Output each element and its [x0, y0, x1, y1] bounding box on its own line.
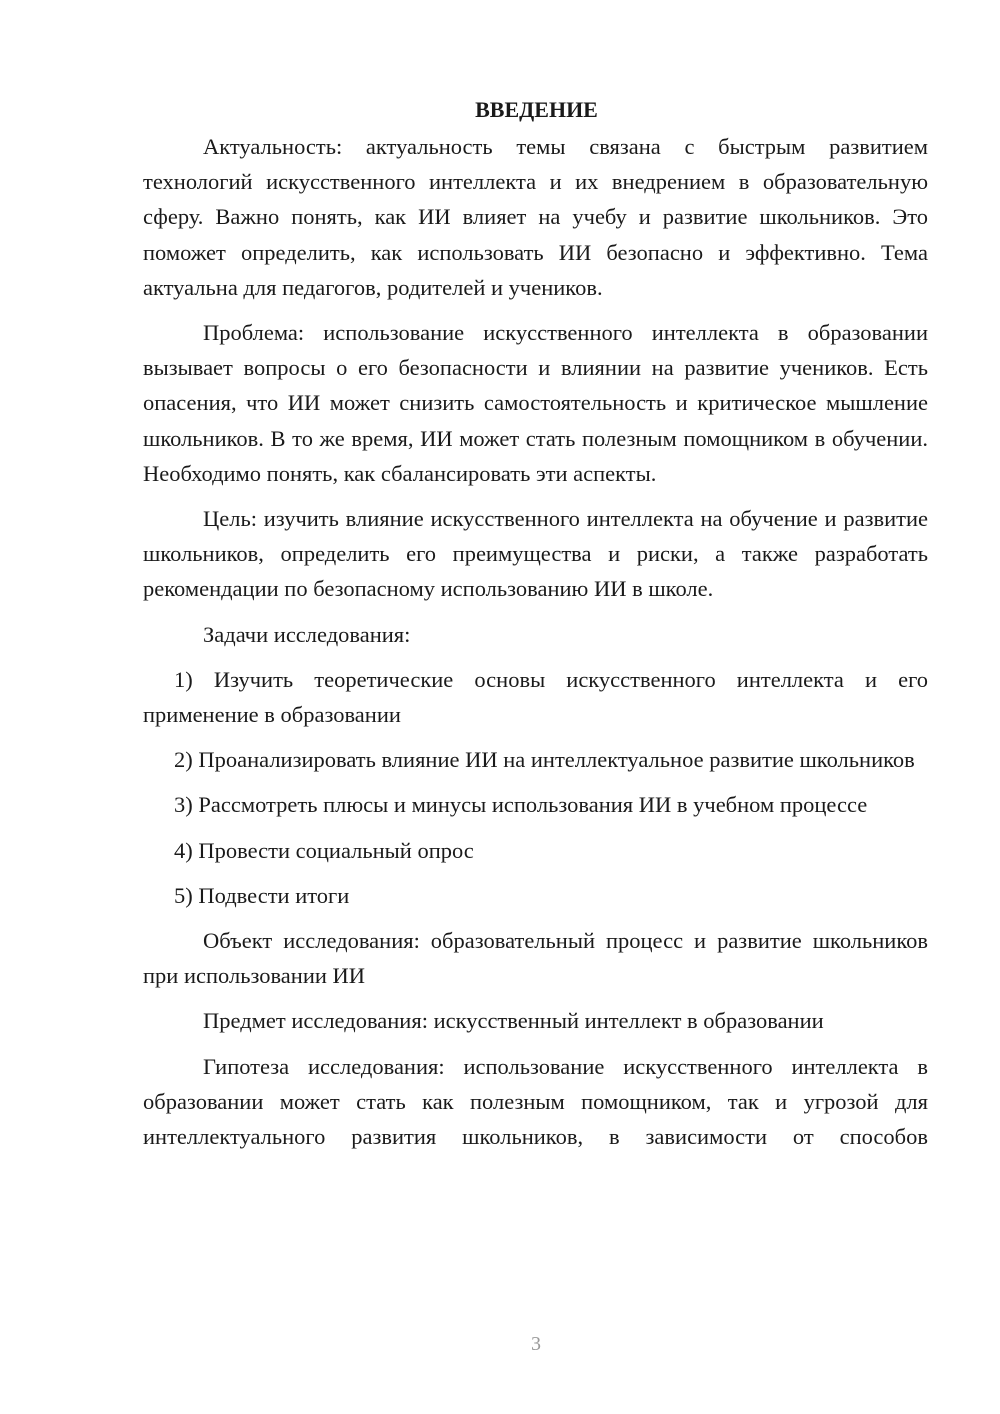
paragraph-hypothesis: Гипотеза исследования: использование искусственного интеллекта в образовании может стать как полезным помощником, так и угрозой для интеллектуального развития школьников, в зависимости от способов — [143, 1053, 928, 1150]
paragraph-relevance: Актуальность: актуальность темы связана с быстрым развитием технологий искусственного интеллекта и их внедрением в образовательную сферу. Важно понять, как ИИ влияет на учебу и развитие школьников. Это поможет определить, как использовать ИИ безопасно и эффективно. Тема актуальна для педагогов, родителей и учеников. — [143, 134, 928, 300]
task-item-1: 1) Изучить теоретические основы искусственного интеллекта и его применение в образовании — [143, 666, 928, 728]
task-item-2: 2) Проанализировать влияние ИИ на интеллектуальное развитие школьников — [174, 747, 915, 773]
paragraph-problem: Проблема: использование искусственного интеллекта в образовании вызывает вопросы о его безопасности и влиянии на развитие учеников. Есть опасения, что ИИ может снизить самостоятельность и критическое мышление школьников. В то же время, ИИ может стать полезным помощником в обучении. Необходимо понять, как сбалансировать эти аспекты. — [143, 320, 928, 486]
task-item-3: 3) Рассмотреть плюсы и минусы использования ИИ в учебном процессе — [174, 792, 868, 818]
page-content — [143, 92, 928, 1164]
page-number: 3 — [531, 1333, 541, 1355]
paragraph-subject: Предмет исследования: искусственный интеллект в образовании — [203, 1008, 824, 1034]
paragraph-goal: Цель: изучить влияние искусственного интеллекта на обучение и развитие школьников, определить его преимущества и риски, а также разработать рекомендации по безопасному использованию ИИ в школе. — [143, 506, 928, 602]
task-item-4: 4) Провести социальный опрос — [174, 837, 474, 863]
paragraph-object: Объект исследования: образовательный процесс и развитие школьников при использовании ИИ — [143, 928, 928, 989]
tasks-heading: Задачи исследования: — [203, 621, 411, 647]
section-heading: ВВЕДЕНИЕ — [475, 97, 598, 122]
task-item-5: 5) Подвести итоги — [174, 882, 350, 908]
